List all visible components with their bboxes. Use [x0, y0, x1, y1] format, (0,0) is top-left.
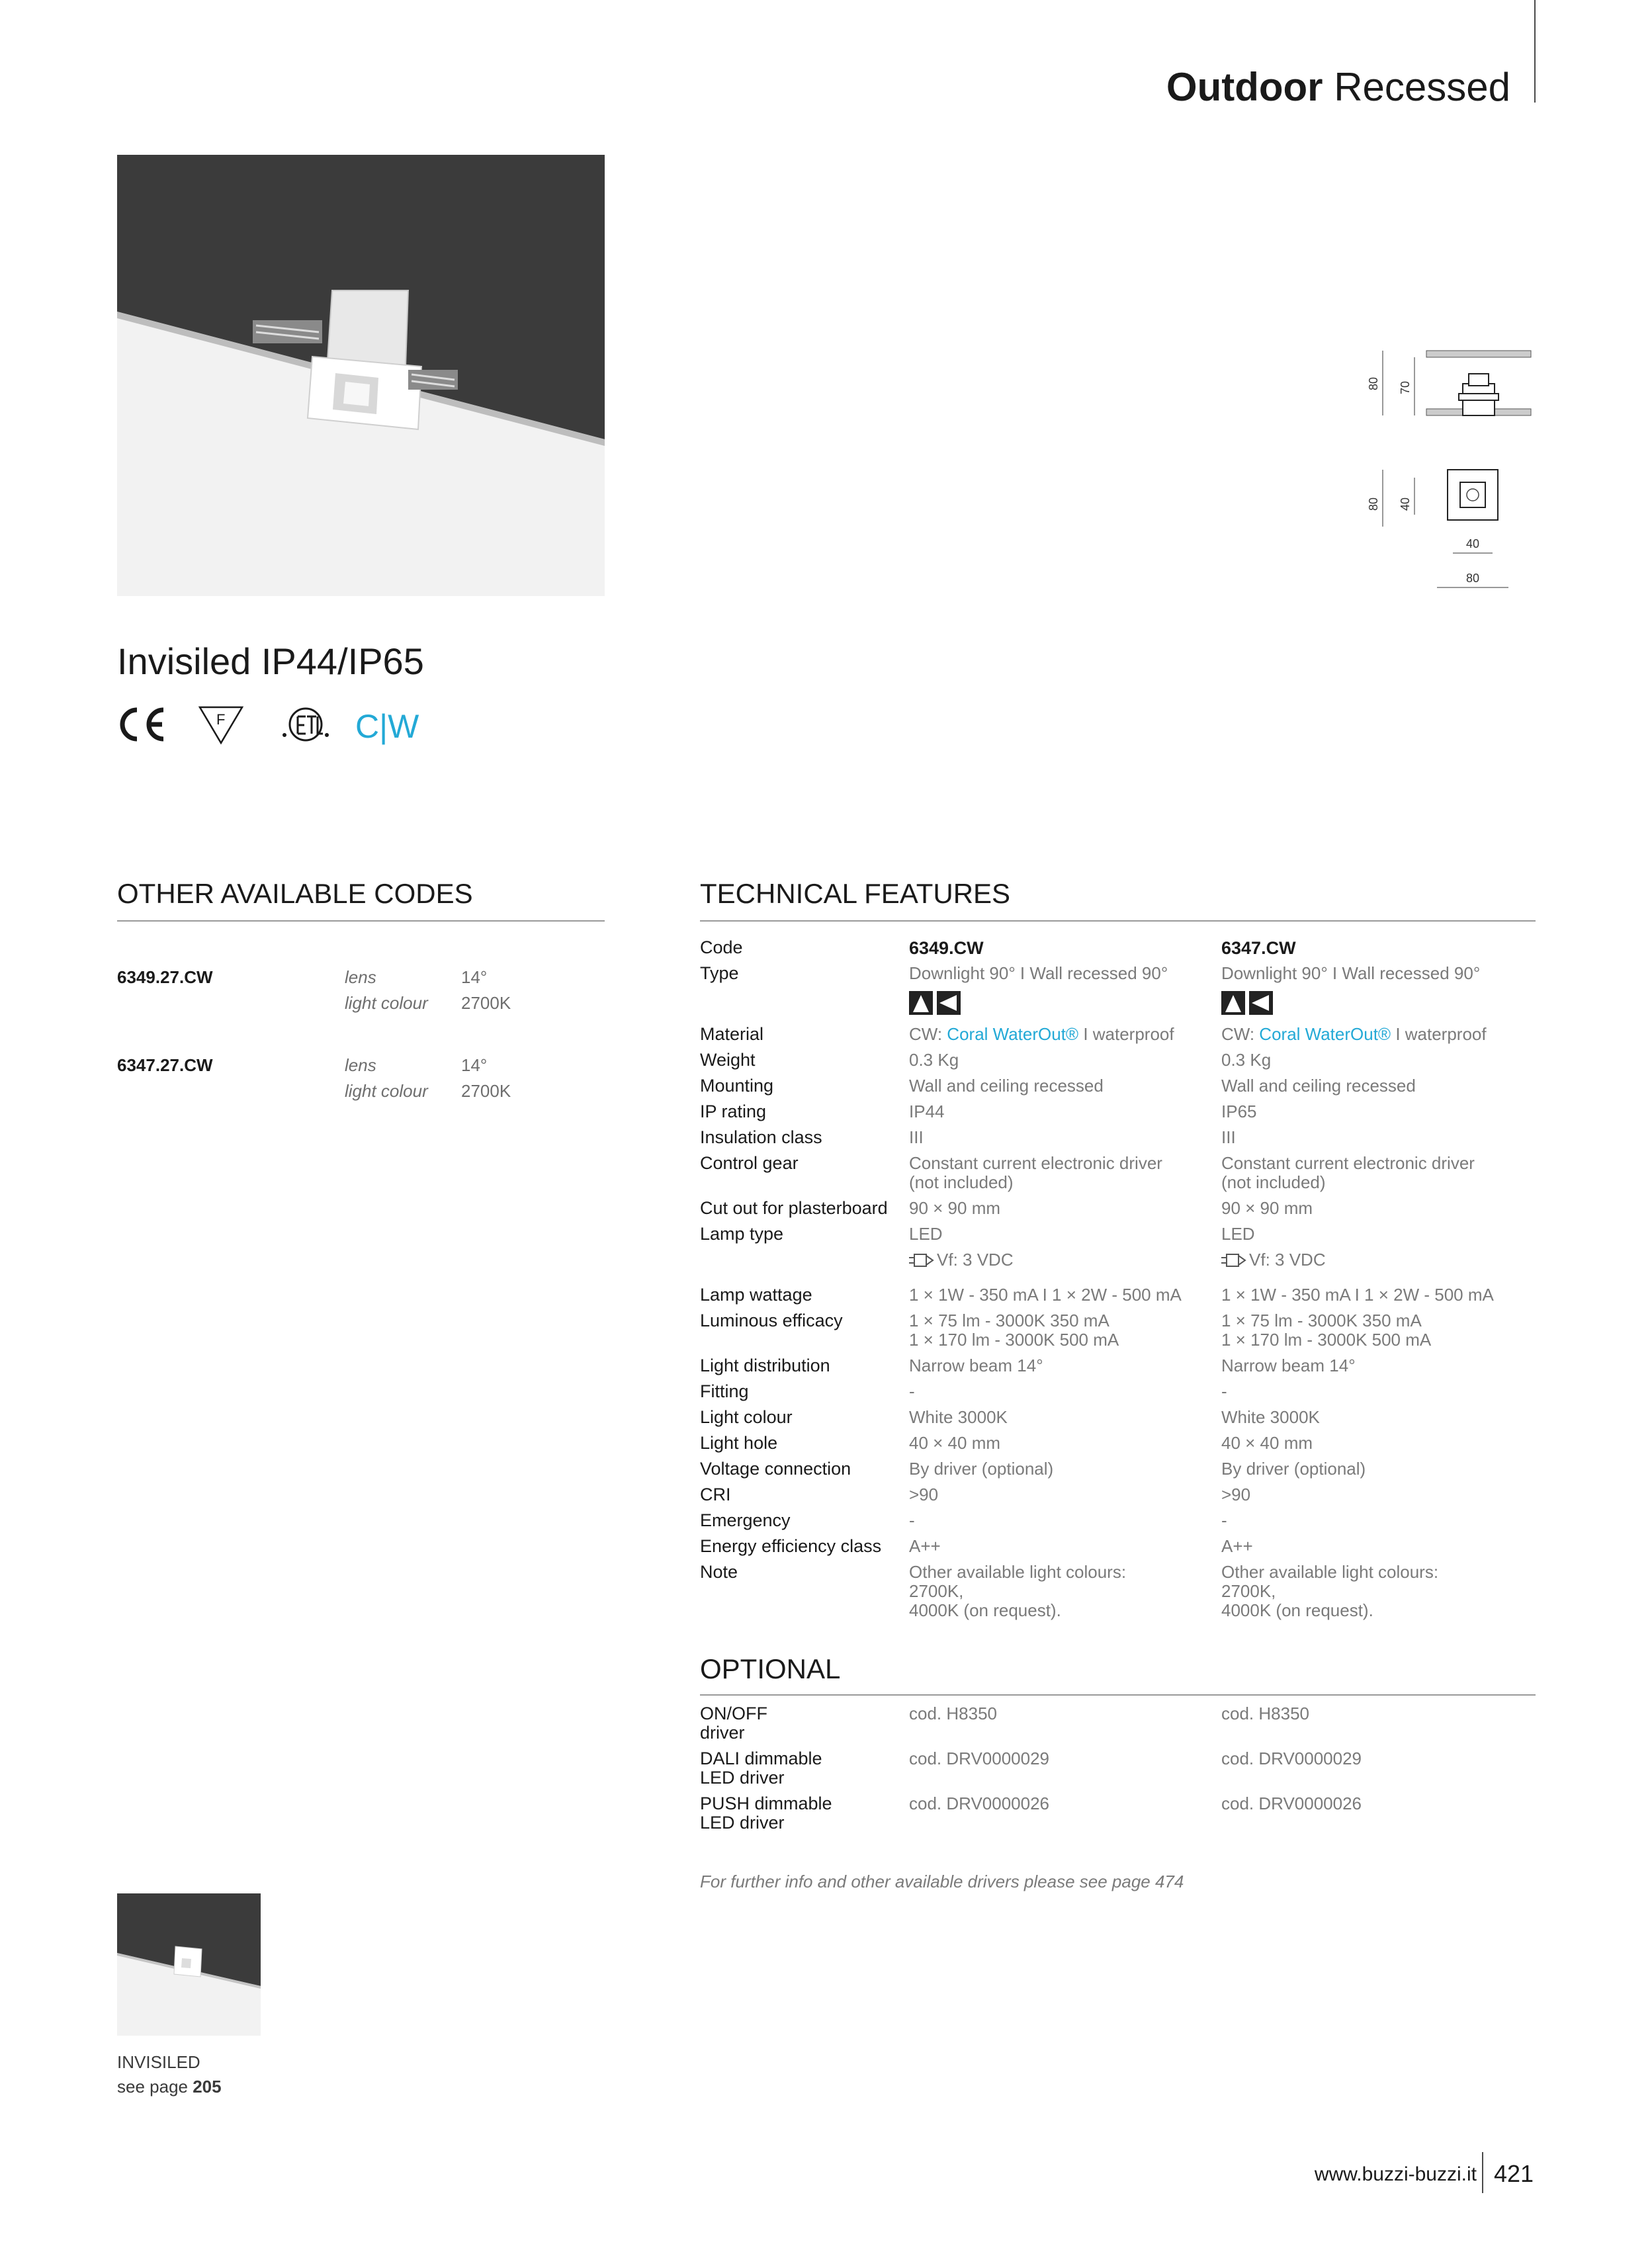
spec-value-a: LED	[909, 1224, 943, 1244]
spec-label: Light hole	[700, 1433, 778, 1453]
cw-text: C|W	[355, 708, 419, 745]
spec-label: Cut out for plasterboard	[700, 1198, 888, 1218]
code-a: 6349.CW	[909, 938, 984, 958]
dim-front-w2: 80	[1466, 572, 1480, 585]
other-code-colour-key: light colour	[345, 1081, 428, 1101]
material-accent: Coral WaterOut®	[1259, 1024, 1391, 1044]
other-codes-rule	[117, 920, 605, 922]
spec-value-a: >90	[909, 1485, 939, 1504]
spec-value-a: -	[909, 1510, 915, 1530]
spec-value-a: Narrow beam 14°	[909, 1356, 1043, 1375]
page-title-light: Recessed	[1334, 65, 1510, 109]
spec-value-b: 1 × 1W - 350 mA I 1 × 2W - 500 mA	[1221, 1285, 1494, 1305]
spec-value-b: LED	[1221, 1224, 1255, 1244]
spec-value-b: >90	[1221, 1485, 1251, 1504]
spec-value-a: By driver (optional)	[909, 1459, 1054, 1479]
optional-value-a: cod. DRV0000026	[909, 1794, 1050, 1813]
spec-value-b: Wall and ceiling recessed	[1221, 1076, 1416, 1096]
other-code: 6347.27.CW	[117, 1055, 213, 1075]
technical-features-rule	[700, 920, 1536, 922]
spec-label: CRI	[700, 1485, 731, 1504]
spec-value-b: -	[1221, 1381, 1227, 1401]
spec-value-b: A++	[1221, 1536, 1253, 1556]
spec-label: Control gear	[700, 1153, 799, 1173]
page-title-bold: Outdoor	[1166, 65, 1323, 109]
related-product-thumbnail[interactable]	[117, 1893, 261, 2036]
spec-value-a: 0.3 Kg	[909, 1050, 959, 1070]
spec-value-a: IP44	[909, 1102, 945, 1121]
spec-label: Lamp wattage	[700, 1285, 812, 1305]
optional-label: DALI dimmable LED driver	[700, 1749, 822, 1788]
page-title	[1166, 63, 1510, 112]
spec-label: Weight	[700, 1050, 756, 1070]
optional-label: ON/OFF driver	[700, 1704, 767, 1743]
led-connector-icon	[909, 1252, 934, 1272]
product-name: Invisiled IP44/IP65	[117, 640, 424, 682]
spec-value-a: CW: Coral WaterOut® I waterproof	[909, 1024, 1174, 1044]
etl-icon	[279, 705, 332, 749]
downlight-wall-icons	[1221, 991, 1274, 1018]
other-code-colour-value: 2700K	[461, 993, 511, 1013]
led-connector-icon	[1221, 1252, 1246, 1272]
dim-side-h2: 70	[1399, 380, 1412, 394]
spec-label: Material	[700, 1024, 764, 1044]
related-product-name: INVISILED	[117, 2052, 200, 2072]
other-code-lens-key: lens	[345, 1055, 376, 1075]
spec-label: Note	[700, 1562, 738, 1582]
optional-rule	[700, 1694, 1536, 1696]
spec-value-b: By driver (optional)	[1221, 1459, 1366, 1479]
spec-value-a: 40 × 40 mm	[909, 1433, 1001, 1453]
spec-value-b: 40 × 40 mm	[1221, 1433, 1313, 1453]
other-code-lens-value: 14°	[461, 967, 488, 987]
dim-front-w1: 40	[1466, 537, 1480, 550]
spec-value-b: Other available light colours: 2700K, 4000K (on request).	[1221, 1562, 1439, 1620]
spec-value-b: Narrow beam 14°	[1221, 1356, 1356, 1375]
spec-value-a: A++	[909, 1536, 941, 1556]
spec-value-b: 0.3 Kg	[1221, 1050, 1272, 1070]
f-mark-icon	[198, 705, 244, 749]
spec-label: Voltage connection	[700, 1459, 851, 1479]
downlight-wall-icons	[909, 991, 962, 1018]
dimension-drawing	[1363, 337, 1548, 602]
spec-label: Light distribution	[700, 1356, 830, 1375]
footer-url[interactable]: www.buzzi-buzzi.it	[1314, 2163, 1477, 2185]
spec-label: Mounting	[700, 1076, 774, 1096]
spec-label: Lamp type	[700, 1224, 784, 1244]
dim-side-h1: 80	[1367, 376, 1380, 390]
other-codes-title: OTHER AVAILABLE CODES	[117, 878, 473, 909]
dim-front-h1: 80	[1367, 497, 1380, 511]
spec-value-b: 1 × 75 lm - 3000K 350 mA 1 × 170 lm - 3000K 500 mA	[1221, 1311, 1432, 1350]
spec-value-b: Vf: 3 VDC	[1249, 1250, 1326, 1270]
spec-value-a: Other available light colours: 2700K, 4000K (on request).	[909, 1562, 1127, 1620]
optional-value-b: cod. DRV0000026	[1221, 1794, 1362, 1813]
spec-label: Fitting	[700, 1381, 749, 1401]
product-photo	[117, 155, 605, 596]
technical-features-title: TECHNICAL FEATURES	[700, 878, 1011, 909]
spec-value-a: 1 × 1W - 350 mA I 1 × 2W - 500 mA	[909, 1285, 1182, 1305]
other-code-colour-key: light colour	[345, 993, 428, 1013]
related-product-link[interactable]: see page 205	[117, 2077, 222, 2097]
page-number: 421	[1494, 2160, 1534, 2187]
optional-label: PUSH dimmable LED driver	[700, 1794, 832, 1833]
spec-value-b: III	[1221, 1127, 1236, 1147]
dim-front-h2: 40	[1399, 497, 1412, 511]
spec-value-b: CW: Coral WaterOut® I waterproof	[1221, 1024, 1487, 1044]
optional-value-a: cod. H8350	[909, 1704, 997, 1723]
spec-value-a: -	[909, 1381, 915, 1401]
related-product-page: 205	[193, 2077, 222, 2097]
spec-value-a: White 3000K	[909, 1407, 1008, 1427]
other-code-colour-value: 2700K	[461, 1081, 511, 1101]
optional-value-b: cod. H8350	[1221, 1704, 1309, 1723]
other-code-lens-key: lens	[345, 967, 376, 987]
other-code-lens-value: 14°	[461, 1055, 488, 1075]
optional-title: OPTIONAL	[700, 1653, 841, 1684]
spec-value-a: III	[909, 1127, 924, 1147]
material-accent: Coral WaterOut®	[947, 1024, 1079, 1044]
spec-value-b: Constant current electronic driver (not included)	[1221, 1153, 1475, 1192]
other-code: 6349.27.CW	[117, 967, 213, 987]
code-label: Code	[700, 937, 743, 957]
cw-icon	[354, 705, 419, 749]
spec-value-a: 1 × 75 lm - 3000K 350 mA 1 × 170 lm - 3000K 500 mA	[909, 1311, 1119, 1350]
spec-label: Emergency	[700, 1510, 791, 1530]
spec-value-b: -	[1221, 1510, 1227, 1530]
spec-label: Energy efficiency class	[700, 1536, 882, 1556]
optional-value-b: cod. DRV0000029	[1221, 1749, 1362, 1768]
further-info-note: For further info and other available drivers please see page 474	[700, 1872, 1184, 1891]
spec-label: Insulation class	[700, 1127, 822, 1147]
spec-label: IP rating	[700, 1102, 767, 1121]
code-b: 6347.CW	[1221, 938, 1296, 958]
spec-value-a: Vf: 3 VDC	[937, 1250, 1014, 1270]
spec-value-b: Downlight 90° I Wall recessed 90°	[1221, 963, 1481, 983]
spec-value-b: 90 × 90 mm	[1221, 1198, 1313, 1218]
optional-value-a: cod. DRV0000029	[909, 1749, 1050, 1768]
header-divider	[1534, 0, 1536, 103]
spec-value-a: Wall and ceiling recessed	[909, 1076, 1104, 1096]
spec-label: Luminous efficacy	[700, 1311, 843, 1330]
footer-divider	[1482, 2152, 1483, 2193]
spec-label: Light colour	[700, 1407, 793, 1427]
spec-value-a: Constant current electronic driver (not included)	[909, 1153, 1162, 1192]
spec-value-b: White 3000K	[1221, 1407, 1320, 1427]
spec-value-b: IP65	[1221, 1102, 1257, 1121]
spec-value-a: Downlight 90° I Wall recessed 90°	[909, 963, 1168, 983]
spec-label: Type	[700, 963, 739, 983]
f-mark-text: F	[216, 711, 226, 728]
ce-icon	[117, 705, 167, 748]
spec-value-a: 90 × 90 mm	[909, 1198, 1001, 1218]
